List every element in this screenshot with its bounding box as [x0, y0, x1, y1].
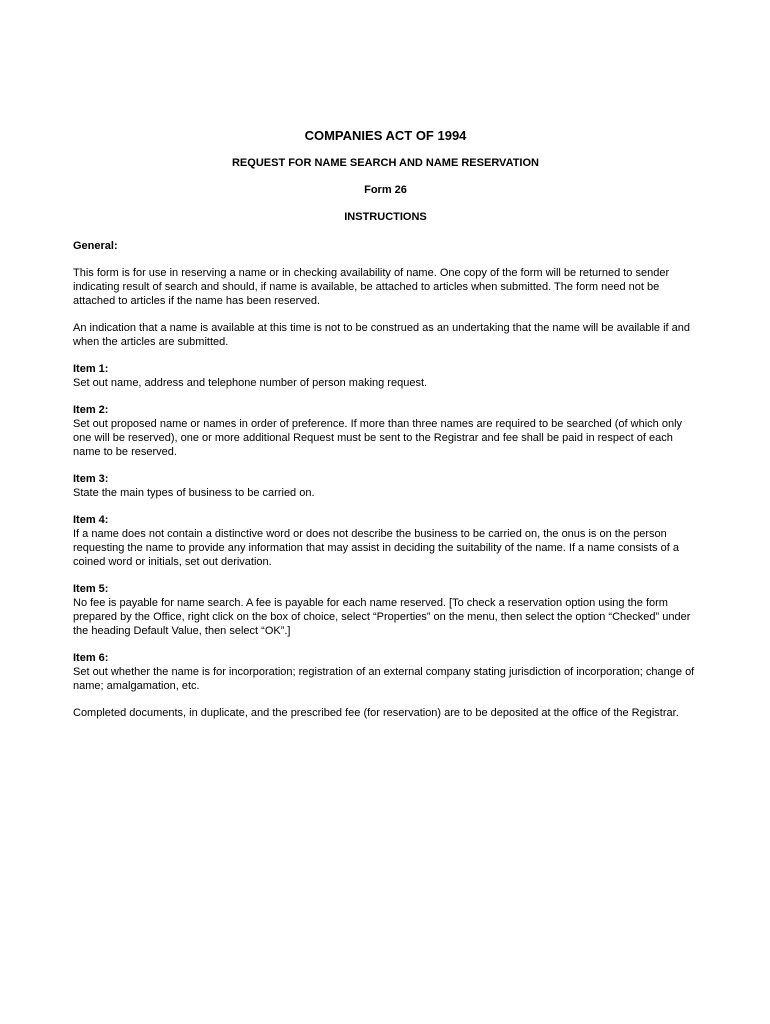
item-3	[73, 472, 698, 500]
item-1	[73, 362, 698, 390]
item-heading: Item 1:	[73, 363, 109, 375]
item-4	[73, 513, 698, 569]
item-text: Set out proposed name or names in order of preference. If more than three names are required to be searched (of which only one will be reserved), one or more additional Request must be sent to the Registrar and fee shall be paid in respect of each name to be reserved.	[73, 418, 683, 458]
item-5	[73, 582, 698, 638]
item-heading: Item 5:	[73, 583, 109, 595]
item-2	[73, 403, 698, 459]
section-title: INSTRUCTIONS	[344, 211, 427, 223]
general-heading: General:	[73, 240, 118, 252]
general-paragraph-1: This form is for use in reserving a name or in checking availability of name. One copy of the form will be returned to sender indicating result of search and should, if name is available, be attached to articles when submitted. The form need not be attached to articles if the name has been reserved.	[73, 267, 670, 307]
item-text: No fee is payable for name search. A fee is payable for each name reserved. [To check a reservation option using the form prepared by the Office, right click on the box of choice, select “Properties” on the menu, then select the option “Checked” under the heading Default Value, then select “OK”.]	[73, 597, 691, 637]
item-text: Set out whether the name is for incorporation; registration of an external company stating jurisdiction of incorporation; change of name; amalgamation, etc.	[73, 666, 695, 692]
document-subtitle: REQUEST FOR NAME SEARCH AND NAME RESERVATION	[231, 157, 539, 169]
document-page	[73, 128, 698, 720]
item-heading: Item 3:	[73, 473, 109, 485]
form-number: Form 26	[364, 184, 407, 196]
item-heading: Item 2:	[73, 404, 109, 416]
item-text: Set out name, address and telephone number of person making request.	[73, 377, 428, 389]
item-heading: Item 4:	[73, 514, 109, 526]
item-text: State the main types of business to be carried on.	[73, 487, 315, 499]
closing-paragraph: Completed documents, in duplicate, and the prescribed fee (for reservation) are to be deposited at the office of the Registrar.	[73, 707, 679, 719]
item-text: If a name does not contain a distinctive word or does not describe the business to be carried on, the onus is on the person requesting the name to provide any information that may assist in deciding the suitability of the name. If a name consists of a coined word or initials, set out derivation.	[73, 528, 679, 568]
item-6	[73, 651, 698, 693]
item-heading: Item 6:	[73, 652, 109, 664]
general-paragraph-2: An indication that a name is available at this time is not to be construed as an undertaking that the name will be available if and when the articles are submitted.	[73, 322, 690, 348]
document-title: COMPANIES ACT OF 1994	[304, 128, 467, 143]
